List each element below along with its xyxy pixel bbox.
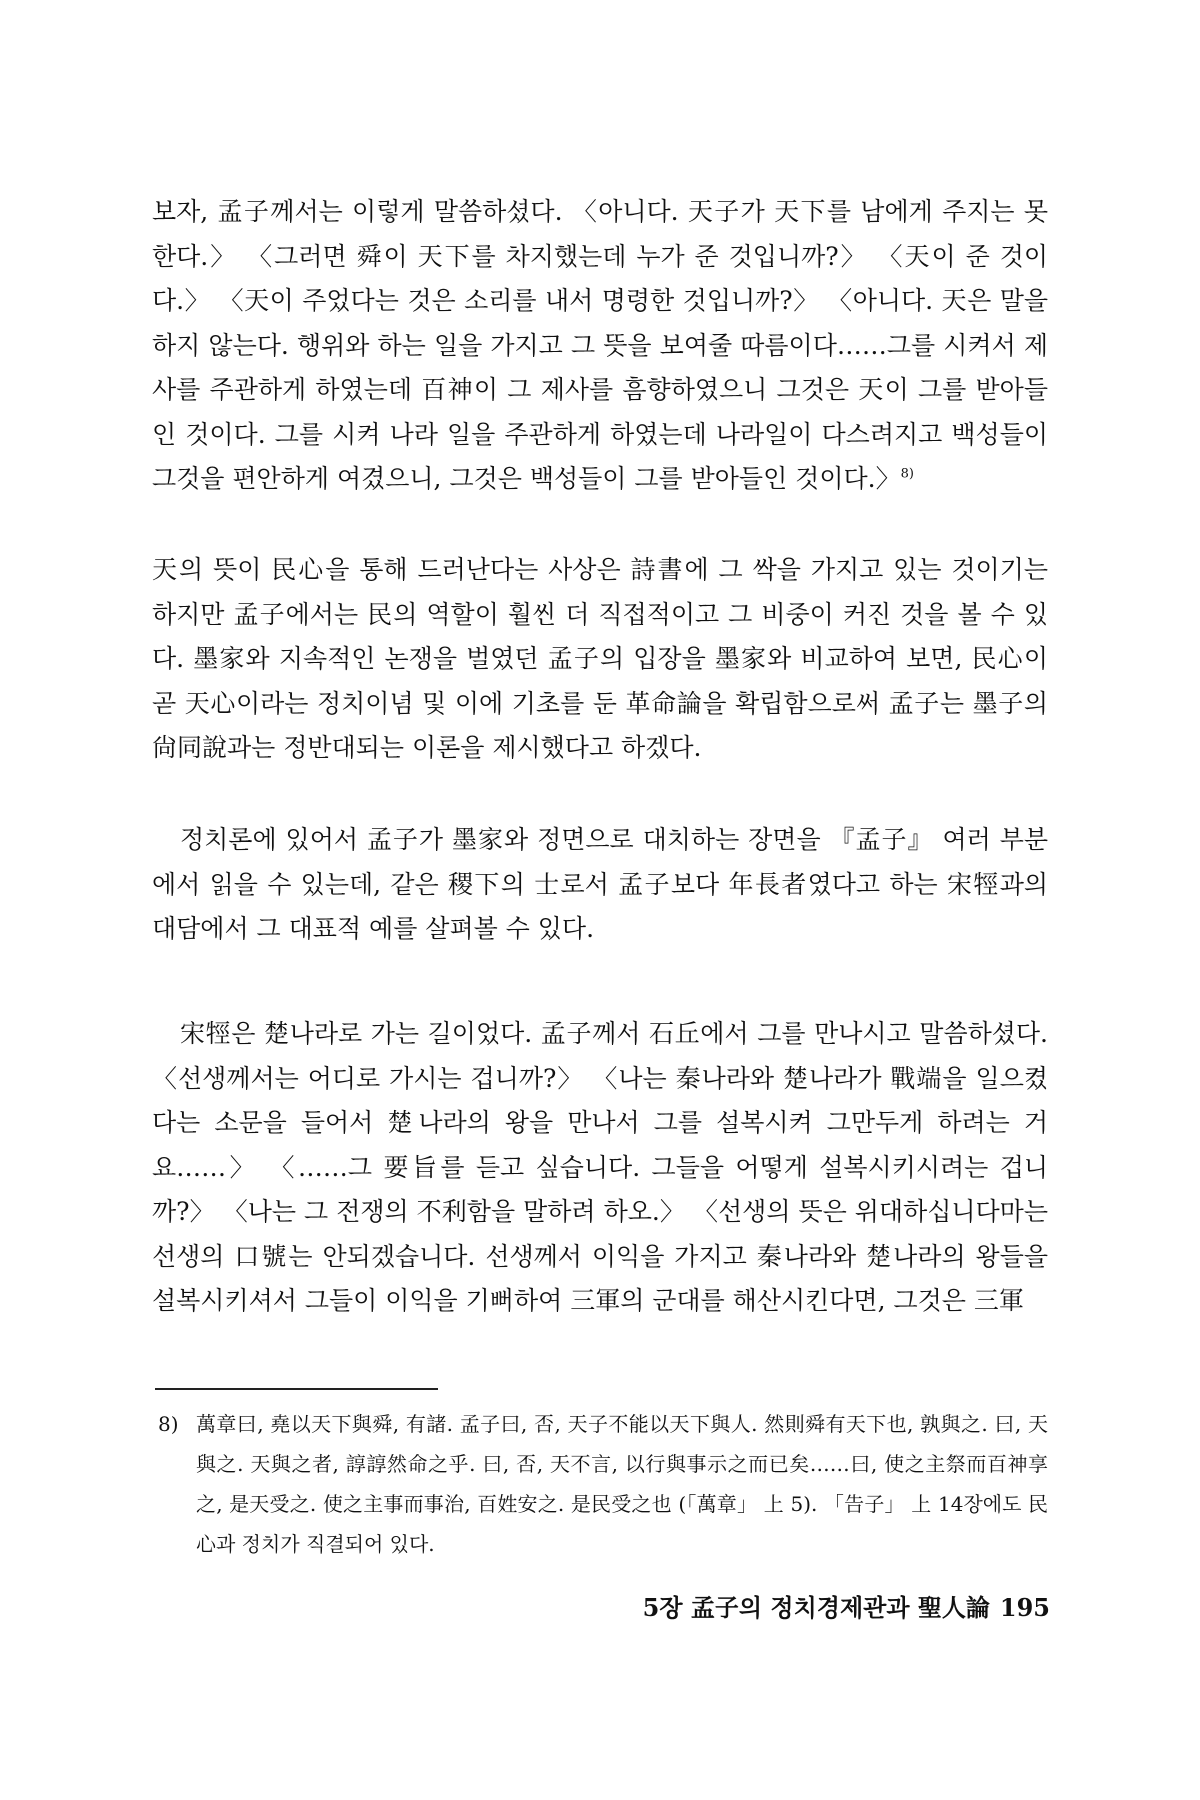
chapter-title: 5장 孟子의 정치경제관과 聖人論 — [642, 1593, 990, 1622]
body-paragraph-text: 天의 뜻이 民心을 통해 드러난다는 사상은 詩書에 그 싹을 가지고 있는 것이기는 하지만 孟子에서는 民의 역할이 훨씬 더 직접적이고 그 비중이 커진 것을 볼 수 있다. 墨家와 지속적인 논쟁을 벌였던 孟子의 입장을 墨家와 비교하여 보면, 民心이 곧 天心이라는 정치이념 및 이에 기초를 둔 革命論을 확립함으로써 孟子는 墨子의 尙同說과는 정반대되는 이론을 제시했다고 하겠다. — [152, 555, 1048, 762]
footnote-number: 8) — [158, 1412, 179, 1436]
quotation-song-keng — [152, 1012, 1048, 1324]
running-footer — [560, 1590, 1050, 1626]
footnote-text: 萬章曰, 堯以天下與舜, 有諸. 孟子曰, 否, 天子不能以天下與人. 然則舜有天下也, 孰與之. 曰, 天與之. 天與之者, 諄諄然命之乎. 曰, 否, 天不言, 以行與事示之而已矣……曰, 使之主祭而百神享之, 是天受之. 使之主事而事治, 百姓安之. 是民受之也 (「萬章」 上 5). 「告子」 上 14장에도 民心과 정치가 직결되어 있다. — [196, 1412, 1048, 1556]
body-paragraph-text: 정치론에 있어서 孟子가 墨家와 정면으로 대치하는 장면을 『孟子』 여러 부분에서 읽을 수 있는데, 같은 稷下의 士로서 孟子보다 年長者였다고 하는 宋牼과의 대담에서 그 대표적 예를 살펴볼 수 있다. — [152, 825, 1048, 943]
quotation-text: 보자, 孟子께서는 이렇게 말씀하셨다. 〈아니다. 天子가 天下를 남에게 주지는 못한다.〉 〈그러면 舜이 天下를 차지했는데 누가 준 것입니까?〉 〈天이 준 것이다.〉 〈天이 주었다는 것은 소리를 내서 명령한 것입니까?〉 〈아니다. 天은 말을 하지 않는다. 행위와 하는 일을 가지고 그 뜻을 보여줄 따름이다……그를 시켜서 제사를 주관하게 하였는데 百神이 그 제사를 흠향하였으니 그것은 天이 그를 받아들인 것이다. 그를 시켜 나라 일을 주관하게 하였는데 나라일이 다스려지고 백성들이 그것을 편안하게 여겼으니, 그것은 백성들이 그를 받아들인 것이다.〉 — [152, 197, 1048, 493]
footnote-reference[interactable]: 8) — [900, 466, 914, 482]
page-number: 195 — [999, 1593, 1050, 1622]
footnote-divider — [155, 1388, 438, 1390]
body-paragraph-1 — [152, 548, 1048, 771]
quotation-mencius-heaven — [152, 190, 1048, 502]
body-paragraph-2 — [152, 818, 1048, 952]
footnote-8 — [158, 1404, 1048, 1564]
quotation-text: 宋牼은 楚나라로 가는 길이었다. 孟子께서 石丘에서 그를 만나시고 말씀하셨다. 〈선생께서는 어디로 가시는 겁니까?〉 〈나는 秦나라와 楚나라가 戰端을 일으켰다는 소문을 들어서 楚나라의 왕을 만나서 그를 설복시켜 그만두게 하려는 거요……〉 〈……그 要旨를 듣고 싶습니다. 그들을 어떻게 설복시키시려는 겁니까?〉 〈나는 그 전쟁의 不利함을 말하려 하오.〉 〈선생의 뜻은 위대하십니다마는 선생의 口號는 안되겠습니다. 선생께서 이익을 가지고 秦나라와 楚나라의 왕들을 설복시키셔서 그들이 이익을 기뻐하여 三軍의 군대를 해산시킨다면, 그것은 三軍 — [152, 1019, 1048, 1315]
